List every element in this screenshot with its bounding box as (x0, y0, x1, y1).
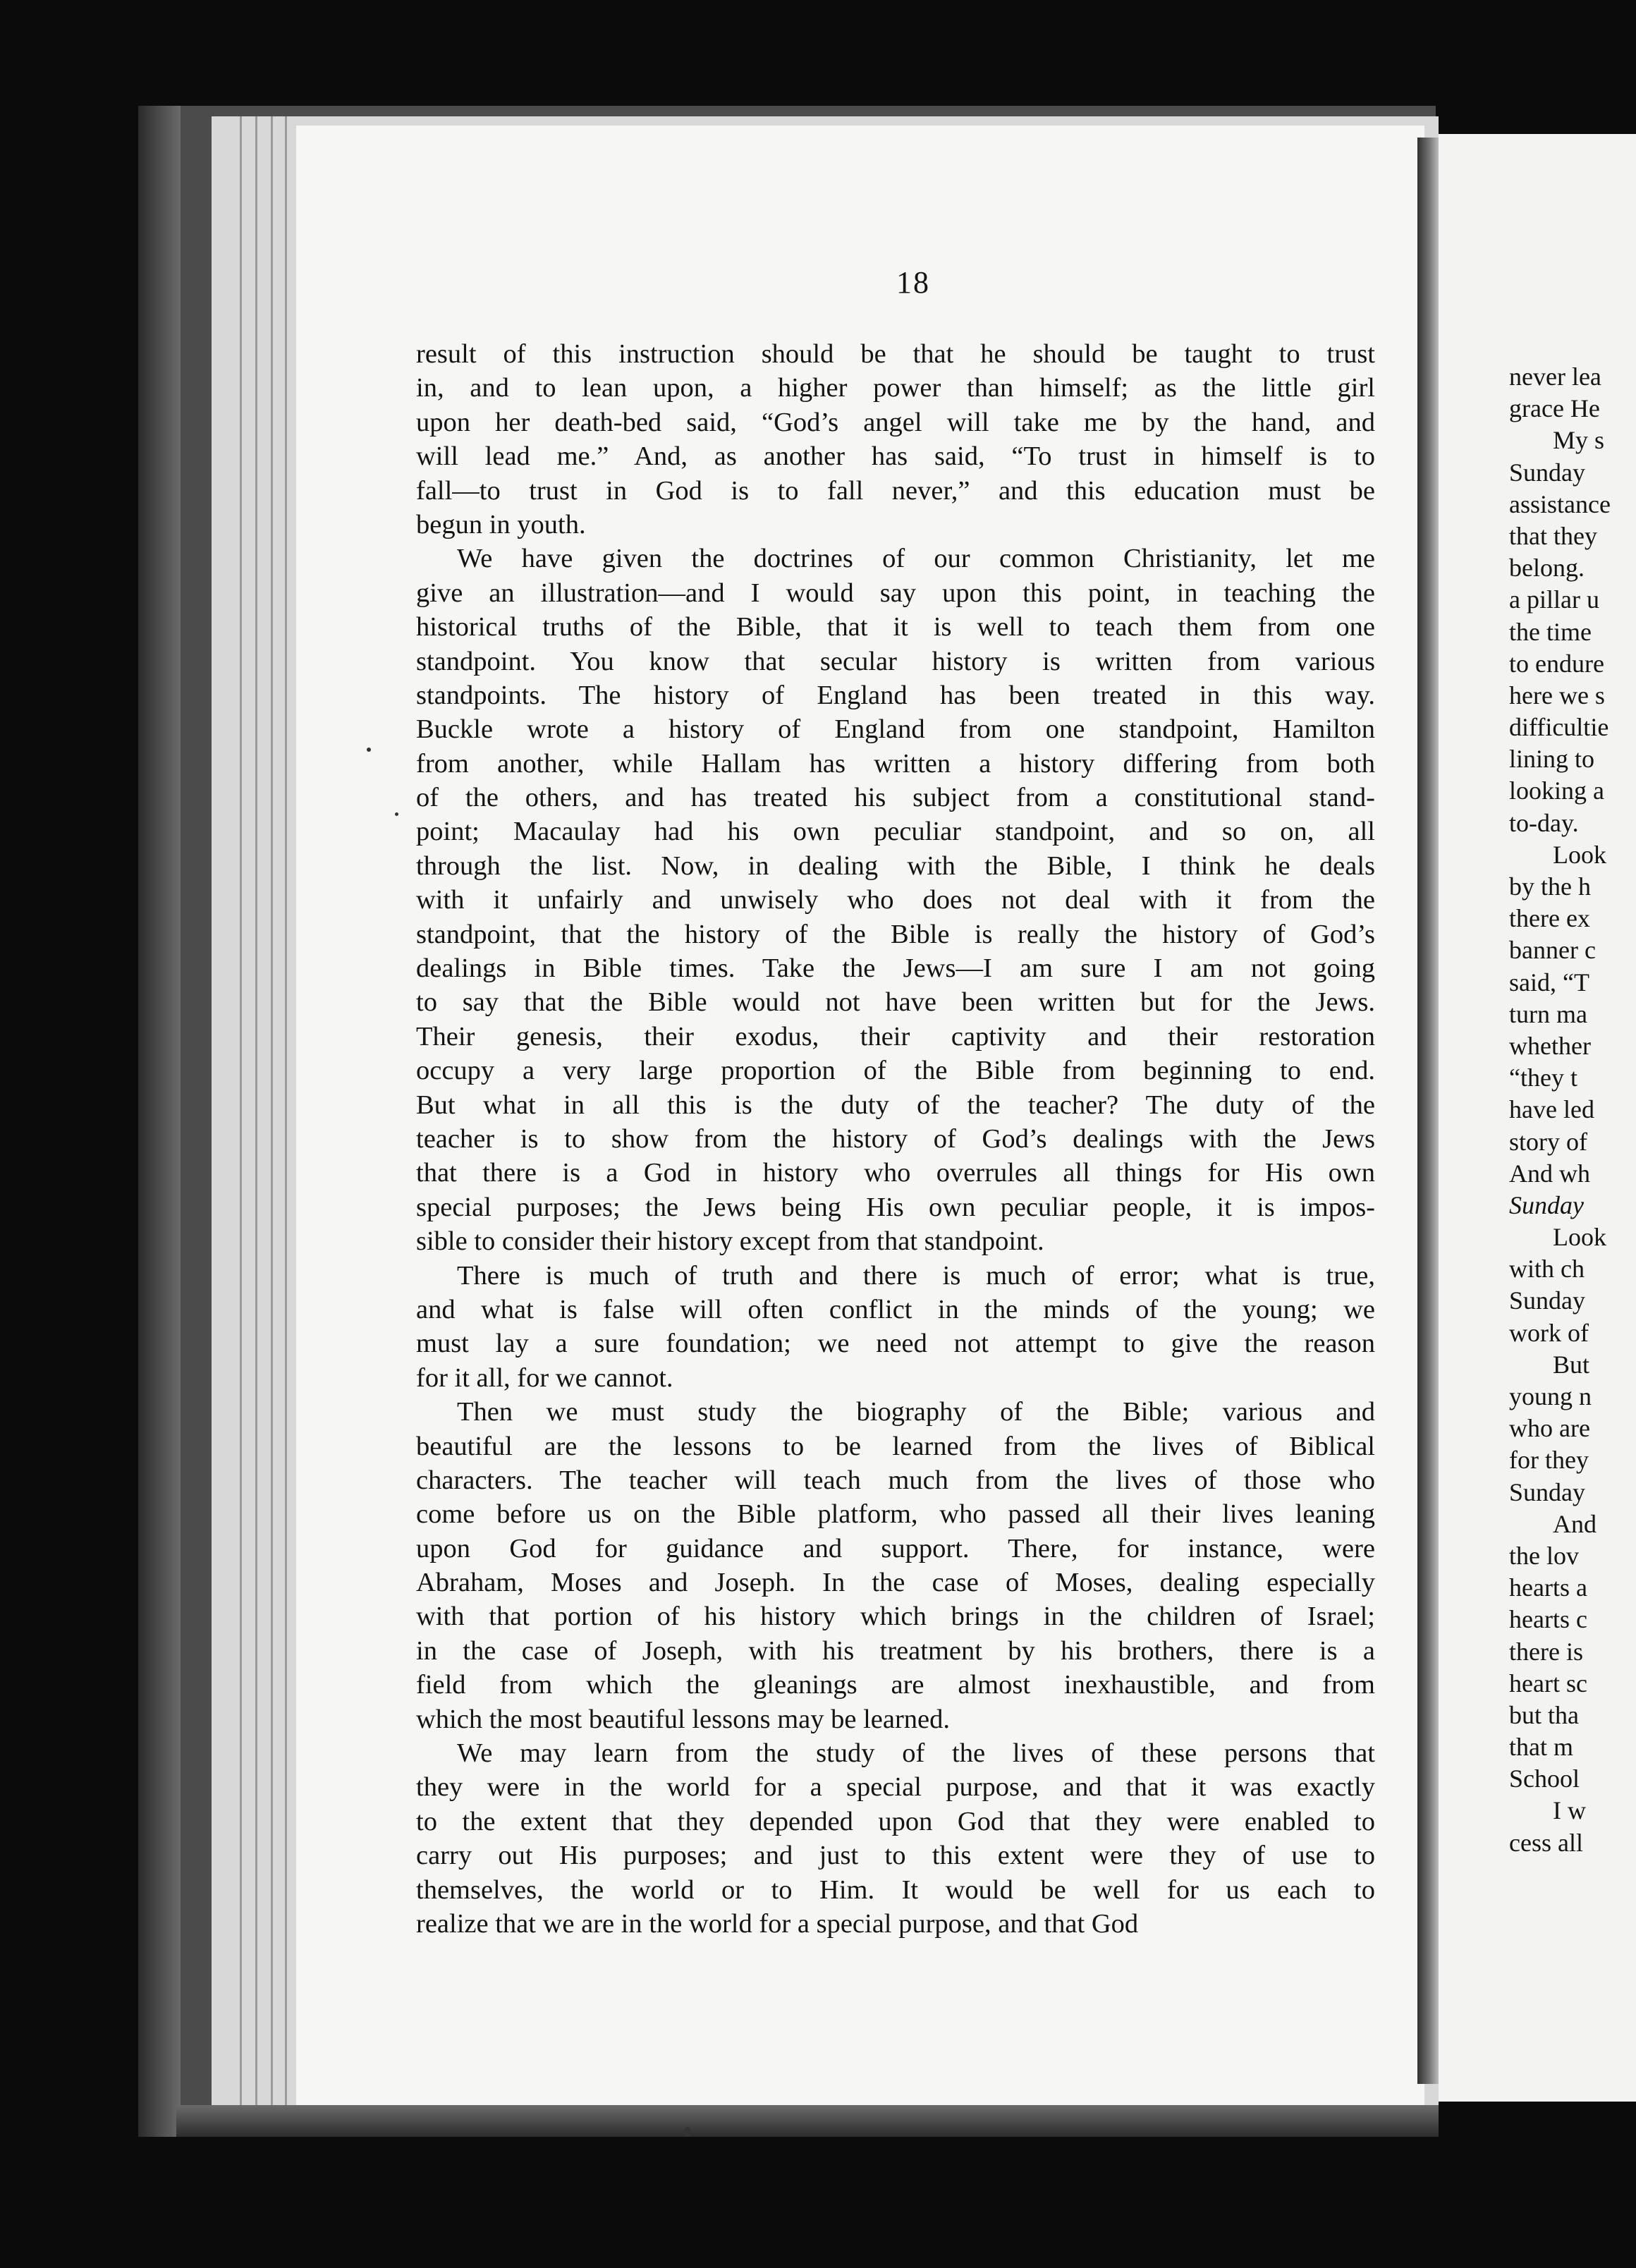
text-line: But what in all this is the duty of the teacher? The duty of the (416, 1090, 1375, 1120)
text-line: with that portion of his history which brings in the children of Israel; (416, 1602, 1375, 1632)
text-line: characters. The teacher will teach much from the lives of those who (416, 1465, 1375, 1495)
text-line: give an illustration—and I would say upon this point, in teaching the (416, 578, 1375, 608)
text-line: teacher is to show from the history of God’s dealings with the Jews (416, 1123, 1375, 1154)
facing-text-line: cess all (1509, 1828, 1583, 1857)
facing-text-line: looking a (1509, 776, 1604, 805)
text-line: There is much of truth and there is much of error; what is true, (457, 1260, 1375, 1291)
text-line: historical truths of the Bible, that it is well to teach them from one (416, 612, 1375, 642)
facing-text-line: hearts a (1509, 1573, 1587, 1602)
paragraph (416, 542, 1375, 1258)
scan-speck (367, 748, 371, 752)
page-number: 18 (896, 265, 930, 300)
text-line: and what is false will often conflict in the minds of the young; we (416, 1294, 1375, 1324)
facing-text-line: “they t (1509, 1063, 1577, 1092)
text-line: dealings in Bible times. Take the Jews—I am sure I am not going (416, 953, 1375, 984)
text-line: come before us on the Bible platform, who passed all their lives leaning (416, 1499, 1375, 1530)
facing-text-line: heart sc (1509, 1669, 1587, 1697)
facing-text-line: Look (1553, 840, 1606, 869)
text-line: in the case of Joseph, with his treatment by his brothers, there is a (416, 1635, 1375, 1666)
facing-text-line: who are (1509, 1414, 1590, 1443)
facing-text-line: School (1509, 1764, 1580, 1793)
facing-text-line: the time (1509, 617, 1592, 646)
text-line: must lay a sure foundation; we need not attempt to give the reason (416, 1329, 1375, 1359)
text-line: to the extent that they depended upon God that they were enabled to (416, 1806, 1375, 1836)
text-line: for it all, for we cannot. (416, 1362, 673, 1393)
facing-text-line: belong. (1509, 554, 1585, 583)
text-line: We may learn from the study of the lives of these persons that (457, 1738, 1375, 1769)
facing-text-line: Look (1553, 1223, 1606, 1252)
facing-text-line: whether (1509, 1031, 1591, 1060)
facing-text-line: for they (1509, 1446, 1589, 1475)
page-bottom-shadow (176, 2105, 1439, 2137)
text-line: Buckle wrote a history of England from one standpoint, Hamilton (416, 714, 1375, 745)
text-line: that there is a God in history who overrules all things for His own (416, 1158, 1375, 1188)
text-line: occupy a very large proportion of the Bible from beginning to end. (416, 1056, 1375, 1086)
facing-text-line: Sunday (1509, 1190, 1584, 1219)
text-line: beautiful are the lessons to be learned from the lives of Biblical (416, 1431, 1375, 1461)
facing-text-line: lining to (1509, 745, 1595, 774)
facing-text-line: grace He (1509, 394, 1600, 423)
facing-text-line: but tha (1509, 1700, 1579, 1729)
text-line: fall—to trust in God is to fall never,” and this education must be (416, 475, 1375, 506)
text-line: field from which the gleanings are almost inexhaustible, and from (416, 1670, 1375, 1700)
text-line: upon her death-bed said, “God’s angel will take me by the hand, and (416, 407, 1375, 437)
text-line: in, and to lean upon, a higher power than himself; as the little girl (416, 373, 1375, 403)
facing-text-line: My s (1553, 426, 1605, 455)
scan-speck (684, 2127, 691, 2137)
book-binding-gutter (1417, 138, 1439, 2084)
main-text-column (416, 337, 1375, 1941)
text-line: from another, while Hallam has written a history differing from both (416, 748, 1375, 779)
text-line: We have given the doctrines of our common Christianity, let me (457, 544, 1375, 574)
facing-text-line: difficultie (1509, 713, 1609, 742)
facing-text-line: that they (1509, 521, 1597, 550)
facing-text-line: story of (1509, 1127, 1587, 1156)
facing-text-line: a pillar u (1509, 585, 1599, 614)
text-line: standpoints. The history of England has been treated in this way. (416, 680, 1375, 710)
facing-text-line: I w (1553, 1796, 1586, 1825)
facing-text-line: hearts c (1509, 1605, 1587, 1634)
text-line: carry out His purposes; and just to this extent were they of use to (416, 1841, 1375, 1871)
paragraph (416, 337, 1375, 542)
text-line: through the list. Now, in dealing with the Bible, I think he deals (416, 850, 1375, 881)
facing-text-line: But (1553, 1350, 1590, 1379)
facing-text-line: banner c (1509, 936, 1596, 965)
facing-text-line: have led (1509, 1095, 1594, 1124)
facing-text-line: there is (1509, 1637, 1583, 1666)
text-line: result of this instruction should be that he should be taught to trust (416, 339, 1375, 369)
text-line: standpoint, that the history of the Bible is really the history of God’s (416, 919, 1375, 949)
text-line: with it unfairly and unwisely who does not deal with it from the (416, 885, 1375, 915)
scan-speck (395, 812, 398, 816)
text-line: point; Macaulay had his own peculiar standpoint, and so on, all (416, 817, 1375, 847)
facing-text-line: that m (1509, 1733, 1573, 1762)
text-line: will lead me.” And, as another has said, “To trust in himself is to (416, 441, 1375, 472)
text-line: they were in the world for a special purpose, and that it was exactly (416, 1772, 1375, 1803)
facing-text-line: young n (1509, 1382, 1592, 1410)
facing-text-line: assistance (1509, 489, 1611, 518)
facing-text-line: Sunday (1509, 1286, 1585, 1315)
text-line: sible to consider their history except from that standpoint. (416, 1226, 1044, 1257)
text-line: to say that the Bible would not have been written but for the Jews. (416, 987, 1375, 1018)
text-line: realize that we are in the world for a special purpose, and that God (416, 1908, 1139, 1939)
facing-text-line: with ch (1509, 1255, 1585, 1284)
facing-text-line: by the h (1509, 872, 1591, 901)
facing-text-line: work of (1509, 1318, 1589, 1347)
text-line: Abraham, Moses and Joseph. In the case of Moses, dealing especially (416, 1568, 1375, 1598)
facing-text-line: And (1553, 1509, 1597, 1538)
facing-text-line: Sunday (1509, 1477, 1585, 1506)
text-line: upon God for guidance and support. There, for instance, were (416, 1533, 1375, 1563)
text-line: of the others, and has treated his subject from a constitutional stand- (416, 783, 1375, 813)
facing-text-line: there ex (1509, 904, 1590, 933)
facing-text-line: said, “T (1509, 968, 1589, 996)
text-line: Their genesis, their exodus, their captivity and their restoration (416, 1021, 1375, 1051)
facing-text-line: turn ma (1509, 999, 1587, 1028)
text-line: standpoint. You know that secular history is written from various (416, 646, 1375, 676)
paragraph (416, 1259, 1375, 1396)
text-line: themselves, the world or to Him. It would be well for us each to (416, 1874, 1375, 1905)
facing-page-text-column (1509, 361, 1636, 1859)
text-line: which the most beautiful lessons may be learned. (416, 1704, 950, 1734)
facing-text-line: here we s (1509, 681, 1605, 709)
text-line: special purposes; the Jews being His own peculiar people, it is impos- (416, 1192, 1375, 1222)
facing-text-line: never lea (1509, 362, 1601, 391)
text-line: begun in youth. (416, 509, 586, 539)
facing-text-line: to endure (1509, 649, 1604, 678)
facing-text-line: Sunday (1509, 458, 1585, 487)
paragraph (416, 1736, 1375, 1941)
paragraph (416, 1395, 1375, 1736)
facing-text-line: And wh (1509, 1159, 1590, 1188)
facing-text-line: the lov (1509, 1541, 1579, 1570)
film-edge-shadow (138, 106, 181, 2137)
text-line: Then we must study the biography of the Bible; various and (457, 1397, 1375, 1427)
facing-text-line: to-day. (1509, 808, 1579, 837)
